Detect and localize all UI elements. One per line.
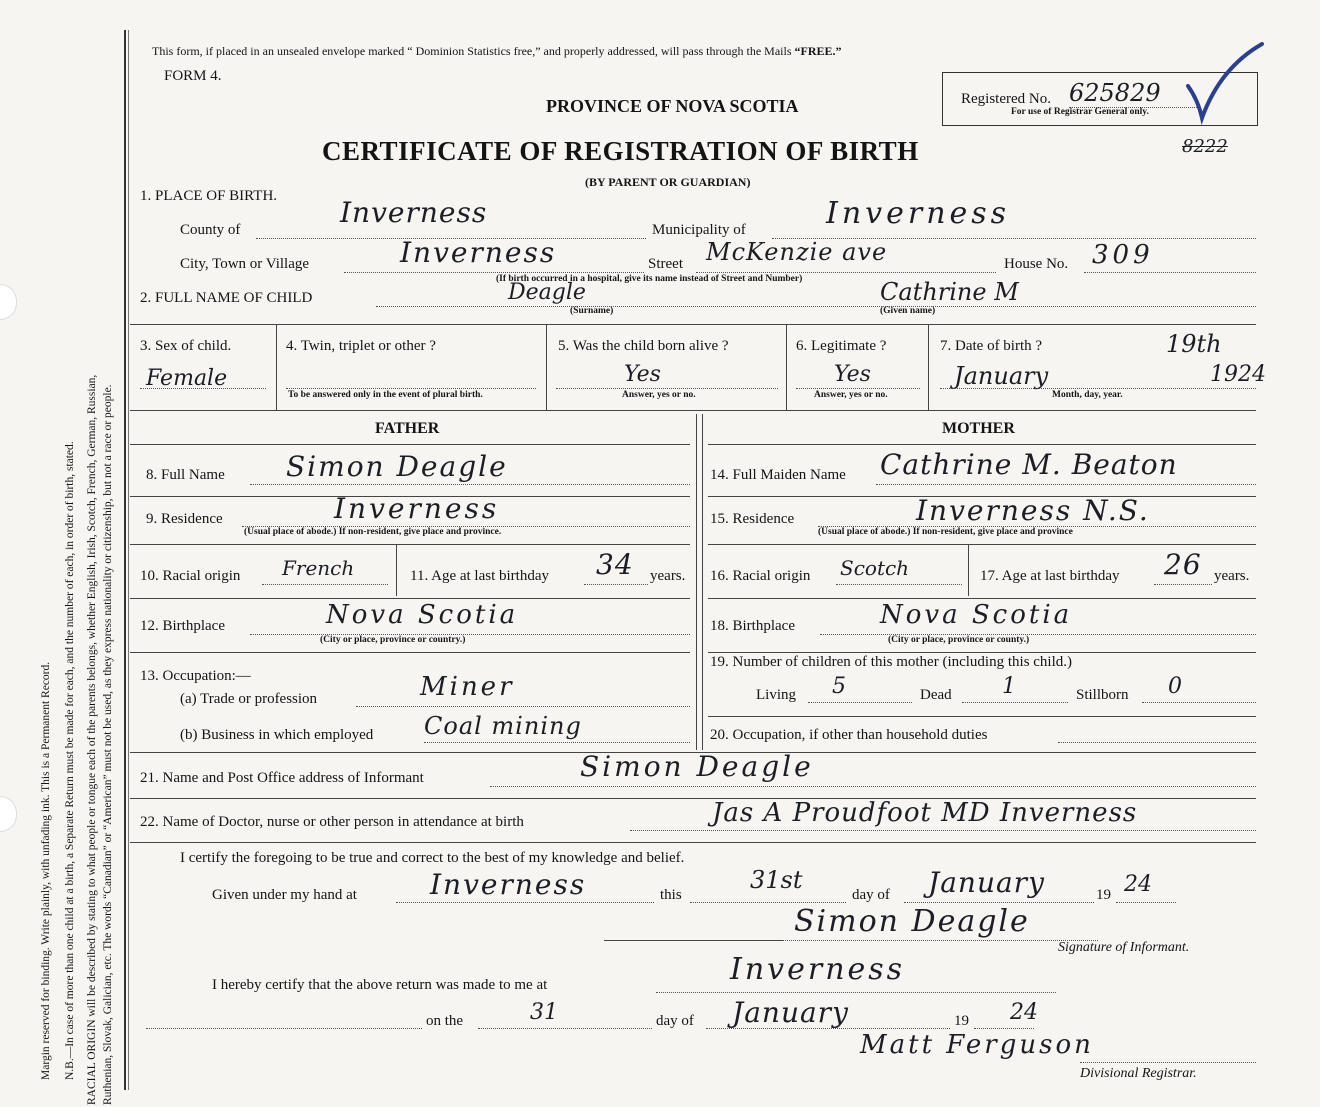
legit-note: Answer, yes or no. [814,390,888,400]
page-title: CERTIFICATE OF REGISTRATION OF BIRTH [322,136,919,166]
city-value: Inverness [400,236,557,269]
dead-value: 1 [1002,674,1016,699]
legit-label: 6. Legitimate ? [796,338,887,354]
twin-label: 4. Twin, triplet or other ? [286,338,436,354]
municipality-value: Inverness [826,196,1011,231]
municipality-label: Municipality of [652,222,746,238]
date-label: 7. Date of birth ? [940,338,1043,354]
street-label: Street [648,256,683,272]
checkmark-icon [1180,38,1270,128]
father-race-value: French [282,556,355,580]
details-top-rule [130,324,1256,325]
mother-res-note: (Usual place of abode.) If non-resident, give place and province [818,527,1073,537]
father-occ-label: 13. Occupation:— [140,668,251,684]
living-value: 5 [832,674,846,699]
margin-note-2: N.B.—In case of more than one child at a birth, a Separate Return must be made for each, and the number of each, in order of birth, stated. [64,441,76,1080]
year-value: 24 [1124,872,1152,897]
corner-mark: 8222 [1182,136,1228,157]
house-label: House No. [1004,256,1069,272]
given-label: Given under my hand at [212,887,357,903]
margin-note-1: Margin reserved for binding. Write plainly, with unfading ink. This is a Permanent Record. [40,661,52,1080]
father-birth-note: (City or place, province or country.) [320,635,466,645]
postal-notice: This form, if placed in an unsealed envelope marked “ Dominion Statistics free,” and properly addressed, will pass through the Mails “FREE.” [152,44,842,58]
informant-signature: Simon Deagle [794,904,1030,939]
mother-age-value: 26 [1164,548,1202,581]
signature-rule [604,940,782,941]
binding-rule-inner [128,30,129,1090]
mother-birth-note: (City or place, province or county.) [888,635,1030,645]
year2-prefix: 19 [954,1013,969,1029]
twin-note: To be answered only in the event of plural birth. [288,390,483,400]
father-res-note: (Usual place of abode.) If non-resident, give place and province. [244,527,502,537]
father-name-value: Simon Deagle [286,450,508,483]
informant-label: 21. Name and Post Office address of Informant [140,770,424,786]
father-race-label: 10. Racial origin [140,568,241,584]
registrar-statement: I hereby certify that the above return was made to me at [212,977,548,993]
registrar-signature: Matt Ferguson [860,1030,1094,1060]
doctor-value: Jas A Proudfoot MD Inverness [712,798,1138,828]
binding-rule [124,30,126,1090]
mother-res-label: 15. Residence [710,511,795,527]
form-number: FORM 4. [164,68,222,84]
parents-divider [696,414,697,750]
child-surname: Deagle [508,280,586,305]
details-bottom-rule [130,410,1256,411]
street-value: McKenzie ave [706,238,888,266]
date-month: January [954,362,1049,390]
given-place: Inverness [430,868,587,901]
house-value: 309 [1092,240,1154,270]
stillborn-label: Stillborn [1076,687,1129,703]
child-given: Cathrine M [880,278,1019,306]
day-of-label: day of [852,887,890,903]
margin-note-3: RACIAL ORIGIN will be described by stating to what people or tongue each of the parents belongs, whether English, Irish, Scotch, French, German, Russian, [86,374,98,1105]
sex-value: Female [146,366,228,391]
mother-race-label: 16. Racial origin [710,568,811,584]
date-note: Month, day, year. [1052,390,1123,400]
month-value: January [928,866,1045,899]
father-res-value: Inverness [334,492,500,525]
month2-value: January [732,996,849,1029]
hospital-note: (If birth occurred in a hospital, give its name instead of Street and Number) [496,274,803,284]
on-the-value: 31 [530,1000,558,1025]
alive-note: Answer, yes or no. [622,390,696,400]
mother-name-value: Cathrine M. Beaton [880,448,1178,481]
mother-children-label: 19. Number of children of this mother (including this child.) [710,654,1073,670]
registrar-caption: Divisional Registrar. [1080,1066,1197,1081]
mother-heading: MOTHER [942,420,1015,437]
on-the-label: on the [426,1013,464,1029]
father-business-label: (b) Business in which employed [180,727,374,743]
father-name-label: 8. Full Name [146,467,225,483]
father-age-label: 11. Age at last birthday [410,568,549,584]
registrar-place: Inverness [730,952,906,987]
living-label: Living [756,687,796,703]
signature-caption: Signature of Informant. [1058,940,1190,955]
father-age-value: 34 [596,548,634,581]
mother-birth-value: Nova Scotia [880,600,1073,630]
father-trade-value: Miner [420,672,515,702]
mother-age-unit: years. [1214,568,1250,584]
margin-note-4: Ruthenian, Slovak, Galician, etc. The words “Canadian” or “American” must not be used, as they express nationality or citizenship, but not a race or people. [102,384,114,1105]
sex-label: 3. Sex of child. [140,338,232,354]
page-subtitle: (BY PARENT OR GUARDIAN) [585,175,751,189]
mother-res-value: Inverness N.S. [916,494,1150,527]
doctor-label: 22. Name of Doctor, nurse or other person in attendance at birth [140,814,524,830]
county-label: County of [180,222,241,238]
year-prefix: 19 [1096,887,1111,903]
registered-number: 625829 [1069,79,1161,107]
informant-value: Simon Deagle [580,750,814,783]
mother-age-label: 17. Age at last birthday [980,568,1120,584]
date-year: 1924 [1210,362,1266,387]
dead-label: Dead [920,687,952,703]
father-business-value: Coal mining [424,712,582,740]
father-heading: FATHER [375,420,440,437]
mother-name-label: 14. Full Maiden Name [710,467,846,483]
father-trade-label: (a) Trade or profession [180,691,318,707]
place-county-value: Inverness [340,196,488,229]
registered-label: Registered No. [961,91,1051,107]
alive-value: Yes [624,362,661,387]
certify-statement: I certify the foregoing to be true and correct to the best of my knowledge and belief. [180,850,685,866]
this-value: 31st [750,866,803,894]
place-label: 1. PLACE OF BIRTH. [140,188,278,204]
father-birth-label: 12. Birthplace [140,618,225,634]
legit-value: Yes [834,362,871,387]
punch-hole-bottom [0,796,17,832]
year2-value: 24 [1010,1000,1038,1025]
father-birth-value: Nova Scotia [326,600,519,630]
city-label: City, Town or Village [180,256,310,272]
given-caption: (Given name) [880,306,936,316]
mother-occ-label: 20. Occupation, if other than household duties [710,727,988,743]
alive-label: 5. Was the child born alive ? [558,338,729,354]
mother-birth-label: 18. Birthplace [710,618,795,634]
stillborn-value: 0 [1168,674,1182,699]
province-title: PROVINCE OF NOVA SCOTIA [546,96,799,116]
day-of2-label: day of [656,1013,694,1029]
this-label: this [660,887,682,903]
father-res-label: 9. Residence [146,511,223,527]
child-name-label: 2. FULL NAME OF CHILD [140,290,313,306]
mother-race-value: Scotch [840,556,910,580]
punch-hole-top [0,284,17,320]
date-day: 19th [1166,330,1222,358]
father-age-unit: years. [650,568,686,584]
registrar-note: For use of Registrar General only. [1011,107,1149,117]
surname-caption: (Surname) [570,306,614,316]
